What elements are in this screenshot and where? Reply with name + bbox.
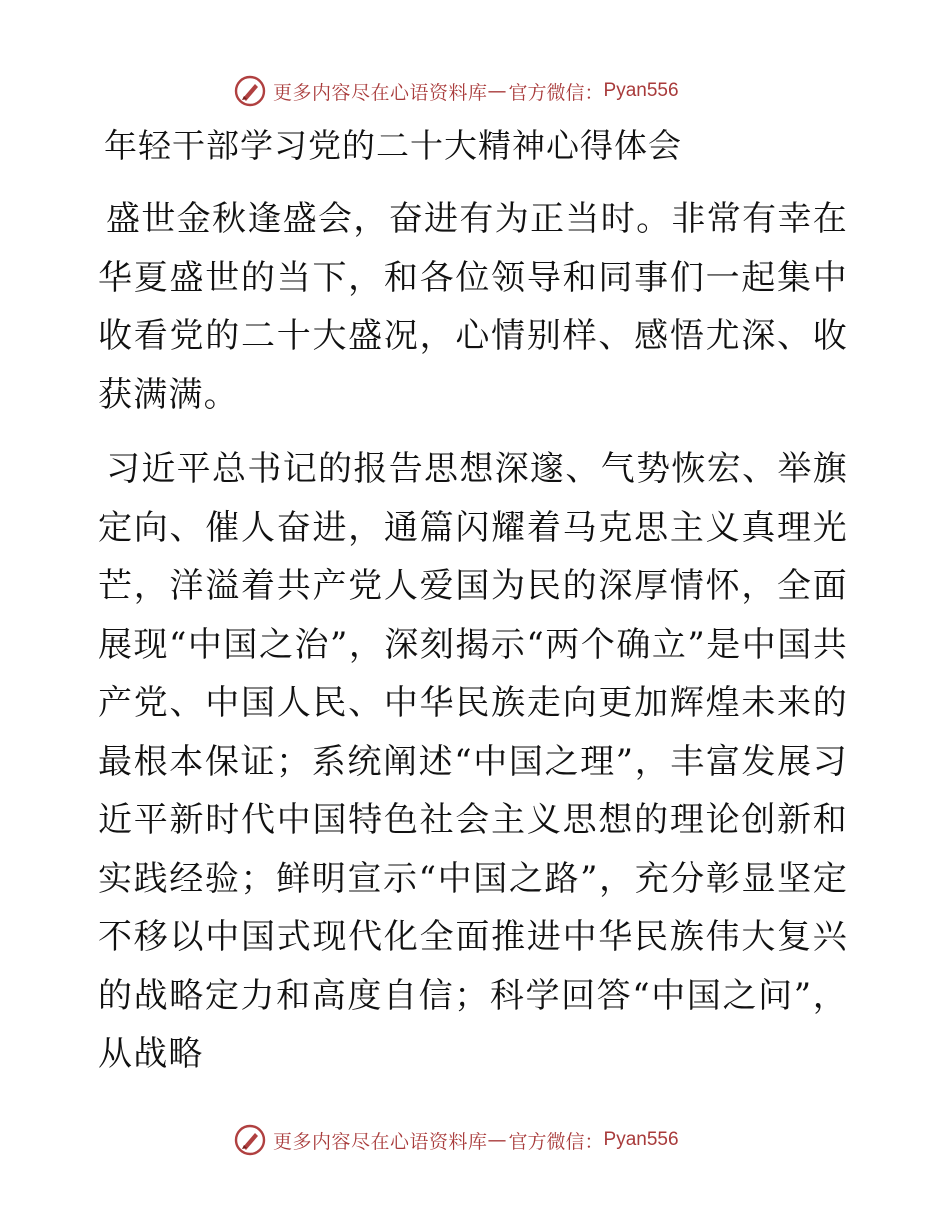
watermark-text: 更多内容尽在心语资料库 xyxy=(273,81,488,104)
document-title: 年轻干部学习党的二十大精神心得体会 xyxy=(104,126,682,165)
pen-logo-icon xyxy=(233,1123,267,1157)
paragraph-1: 盛世金秋逢盛会，奋进有为正当时。非常有幸在华夏盛世的当下，和各位领导和同事们一起集中收看党的二十大盛况，心情别样、感悟尤深、收获满满。 xyxy=(98,199,848,415)
header-watermark xyxy=(233,71,679,111)
watermark-contact-label: 官方微信： xyxy=(508,1130,604,1153)
watermark-text: 更多内容尽在心语资料库 xyxy=(273,1130,488,1153)
paragraph-2: 习近平总书记的报告思想深邃、气势恢宏、举旗定向、催人奋进，通篇闪耀着马克思主义真理光芒，洋溢着共产党人爱国为民的深厚情怀，全面展现“中国之治”，深刻揭示“两个确立”是中国共产党、中国人民、中华民族走向更加辉煌未来的最根本保证；系统阐述“中国之理”，丰富发展习近平新时代中国特色社会主义思想的理论创新和实践经验；鲜明宣示“中国之路”，充分彰显坚定不移以中国式现代化全面推进中华民族伟大复兴的战略定力和高度自信；科学回答“中国之问”，从战略 xyxy=(98,449,848,1074)
watermark-contact-id: Pyan556 xyxy=(603,1129,679,1150)
watermark-dash: — xyxy=(487,80,507,102)
watermark-contact-label: 官方微信： xyxy=(508,81,604,104)
watermark-dash: — xyxy=(487,1129,507,1151)
pen-logo-icon xyxy=(233,74,267,108)
footer-watermark xyxy=(233,1120,679,1160)
watermark-contact-id: Pyan556 xyxy=(603,80,679,101)
